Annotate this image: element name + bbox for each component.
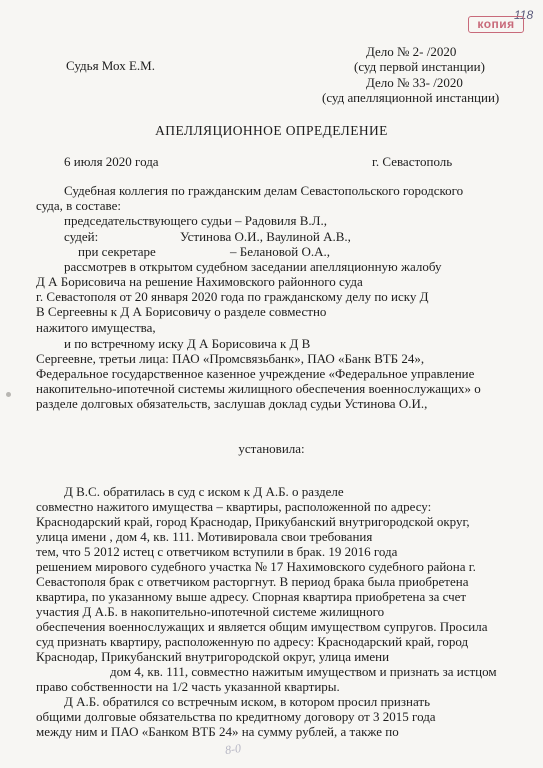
binder-hole	[6, 392, 11, 397]
intro-line: Сергеевне, третьи лица: ПАО «Промсвязьбанк», ПАО «Банк ВТБ 24»,	[36, 351, 425, 366]
established-heading: установила:	[238, 441, 305, 456]
judge-name: Судья Мох Е.М.	[66, 58, 155, 73]
intro-line: нажитого имущества,	[36, 320, 156, 335]
body-line: Севастополя брак с ответчиком расторгнут. В период брака была приобретена	[36, 574, 469, 589]
intro-line: рассмотрев в открытом судебном заседании апелляционную жалобу	[64, 259, 442, 274]
document-date: 6 июля 2020 года	[64, 154, 159, 169]
body-line: обеспечения военнослужащих и является общим имуществом супругов. Просила	[36, 619, 488, 634]
body-line: дом 4, кв. 111, совместно нажитым имуществом и признать за истцом	[110, 664, 497, 679]
composition-intro	[64, 183, 496, 198]
judges-names: Устинова О.И., Ваулиной А.В.,	[180, 229, 351, 244]
intro-line: В Сергеевны к Д А Борисовичу о разделе совместно	[36, 304, 327, 319]
body-line: между ним и ПАО «Банком ВТБ 24» на сумму рублей, а также по	[36, 724, 399, 739]
composition-intro-cont: суда, в составе:	[36, 198, 121, 213]
pencil-mark: 8-0	[224, 740, 242, 758]
body-line: суд признать квартиру, расположенную по адресу: Краснодарский край, город	[36, 634, 469, 649]
intro-line: и по встречному иску Д А Борисовича к Д В	[64, 336, 311, 351]
body-line: право собственности на 1/2 часть указанной квартиры.	[36, 679, 340, 694]
intro-line: Д А Борисовича на решение Нахимовского районного суда	[36, 274, 363, 289]
body-line: Д А.Б. обратился со встречным иском, в котором просил признать	[64, 694, 431, 709]
body-line: улица имени , дом 4, кв. 111. Мотивировала свои требования	[36, 529, 373, 544]
intro-line: накопительно-ипотечной системы жилищного обеспечения военнослужащих» о	[36, 381, 481, 396]
intro-line: разделе долговых обязательств, заслушав доклад судьи Устинова О.И.,	[36, 396, 428, 411]
body-line: квартира, по указанному выше адресу. Спорная квартира приобретена за счет	[36, 589, 467, 604]
body-line: Краснодарский край, город Краснодар, Прикубанский внутригородской округ,	[36, 514, 470, 529]
case-number-appeal: Дело № 33- /2020	[366, 75, 463, 90]
intro-line: г. Севастополя от 20 января 2020 года по гражданскому делу по иску Д	[36, 289, 429, 304]
case-number-appeal-note: (суд апелляционной инстанции)	[322, 90, 500, 105]
page-number: 118	[514, 8, 534, 22]
body-line: решением мирового судебного участка № 17 Нахимовского судебного района г.	[36, 559, 476, 574]
body-line: совместно нажитого имущества – квартиры, расположенной по адресу:	[36, 499, 432, 514]
body-line: Краснодар, Прикубанский внутригородской округ, улица имени	[36, 649, 390, 664]
body-line: участия Д А.Б. в накопительно-ипотечной системе жилищного	[36, 604, 385, 619]
body-line: общими долговые обязательства по кредитному договору от 3 2015 года	[36, 709, 436, 724]
secretary-name: – Белановой О.А.,	[230, 244, 330, 259]
secretary-label: при секретаре	[78, 244, 156, 259]
body-line: Д В.С. обратилась в суд с иском к Д А.Б. о разделе	[64, 484, 344, 499]
intro-line: Федеральное государственное казенное учреждение «Федеральное управление	[36, 366, 475, 381]
presiding-judge: председательствующего судьи – Радовиля В.Л.,	[64, 213, 327, 228]
copy-stamp: копия	[468, 16, 524, 33]
case-number-first: Дело № 2- /2020	[366, 44, 457, 59]
text-line-content: Судебная коллегия по гражданским делам Севастопольского городского	[64, 183, 464, 198]
judges-label: судей:	[64, 229, 99, 244]
document-title: АПЕЛЛЯЦИОННОЕ ОПРЕДЕЛЕНИЕ	[155, 123, 388, 138]
text-line	[64, 183, 496, 198]
case-number-first-note: (суд первой инстанции)	[354, 59, 485, 74]
body-line: тем, что 5 2012 истец с ответчиком вступили в брак. 19 2016 года	[36, 544, 398, 559]
document-city: г. Севастополь	[372, 154, 453, 169]
